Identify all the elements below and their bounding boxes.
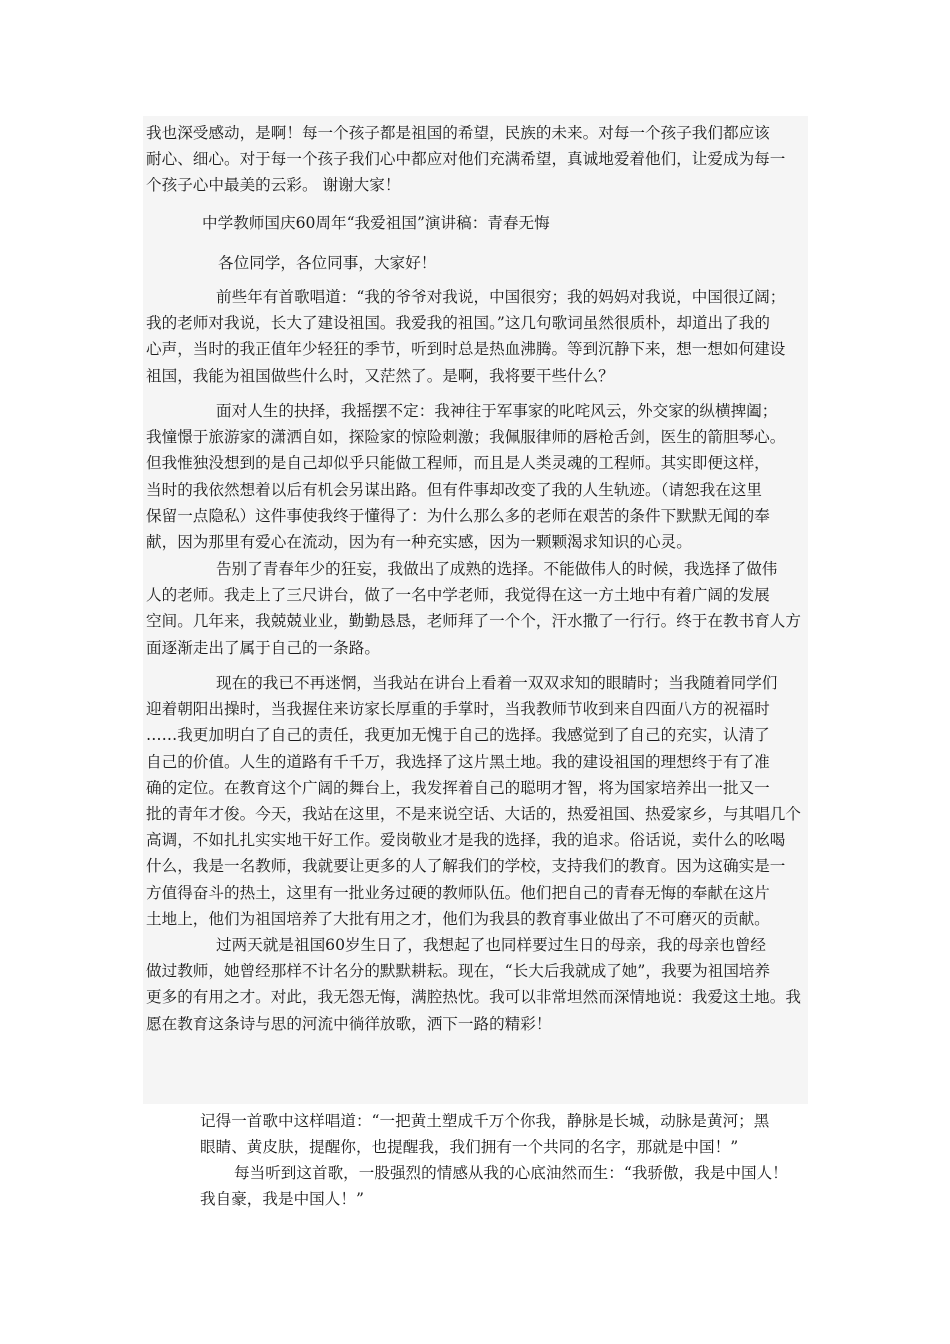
text-line: 方值得奋斗的热土，这里有一批业务过硬的教师队伍。他们把自己的青春无悔的奉献在这片 (146, 883, 770, 902)
text-line: 我憧憬于旅游家的潇洒自如，探险家的惊险刺激；我佩服律师的唇枪舌剑，医生的箭胆琴心。 (146, 428, 786, 447)
text-line: 个孩子心中最美的云彩。 谢谢大家！ (146, 176, 401, 195)
text-line: 前些年有首歌唱道：“我的爷爷对我说，中国很穷；我的妈妈对我说，中国很辽阔； (216, 288, 786, 306)
paragraph-4 (146, 670, 806, 932)
text-line: 我自豪，我是中国人！” (200, 1190, 364, 1209)
paragraph-2 (146, 398, 806, 555)
text-line: 愿在教育这条诗与思的河流中徜徉放歌，洒下一路的精彩！ (146, 1014, 552, 1033)
text-line: 告别了青春年少的狂妄，我做出了成熟的选择。不能做伟人的时候，我选择了做伟 (216, 560, 778, 578)
text-line: 我也深受感动，是啊！每一个孩子都是祖国的希望，民族的未来。对每一个孩子我们都应该 (146, 124, 770, 142)
text-line: 保留一点隐私）这件事使我终于懂得了：为什么那么多的老师在艰苦的条件下默默无闻的奉 (146, 506, 770, 525)
text-line: 空间。几年来，我兢兢业业，勤勤恳恳，老师拜了一个个，汗水撒了一行行。终于在教书育人方 (146, 612, 801, 631)
paragraph-7 (200, 1160, 830, 1212)
text-line: 自己的价值。人生的道路有千千万，我选择了这片黑土地。我的建设祖国的理想终于有了准 (146, 752, 770, 771)
text-line: 祖国，我能为祖国做些什么时，又茫然了。是啊，我将要干些什么？ (146, 366, 614, 385)
text-line: 献，因为那里有爱心在流动，因为有一种充实感，因为一颗颗渴求知识的心灵。 (146, 533, 692, 552)
intro-paragraph (146, 120, 806, 199)
speech-title: 中学教师国庆60周年“我爱祖国”演讲稿：青春无悔 (202, 214, 550, 232)
text-line: ……我更加明白了自己的责任，我更加无愧于自己的选择。我感觉到了自己的充实，认清了 (146, 726, 770, 745)
text-line: 当时的我依然想着以后有机会另谋出路。但有件事却改变了我的人生轨迹。（请恕我在这里 (146, 480, 762, 499)
text-line: 做过教师，她曾经那样不计名分的默默耕耘。现在，“长大后我就成了她”，我要为祖国培养 (146, 962, 771, 981)
greeting: 各位同学，各位同事，大家好！ (218, 254, 437, 272)
text-line: 我的老师对我说，长大了建设祖国。我爱我的祖国。”这几句歌词虽然很质朴，却道出了我的 (146, 314, 770, 333)
text-line: 面对人生的抉择，我摇摆不定：我神往于军事家的叱咤风云，外交家的纵横捭阖； (216, 402, 778, 420)
paragraph-1 (146, 284, 806, 389)
text-line: 更多的有用之才。对此，我无怨无悔，满腔热忱。我可以非常坦然而深情地说：我爱这土地。我 (146, 988, 801, 1007)
paragraph-5 (146, 932, 806, 1037)
paragraph-3 (146, 556, 806, 661)
text-line: 现在的我已不再迷惘，当我站在讲台上看着一双双求知的眼睛时；当我随着同学们 (216, 674, 778, 692)
text-line: 耐心、细心。对于每一个孩子我们心中都应对他们充满希望，真诚地爱着他们，让爱成为每一 (146, 150, 786, 169)
text-line: 每当听到这首歌，一股强烈的情感从我的心底油然而生：“我骄傲，我是中国人！ (234, 1164, 788, 1182)
text-line: 但我惟独没想到的是自己却似乎只能做工程师，而且是人类灵魂的工程师。其实即便这样， (146, 454, 770, 473)
text-line: 确的定位。在教育这个广阔的舞台上，我发挥着自己的聪明才智，将为国家培养出一批又一 (146, 778, 770, 797)
text-line: 面逐渐走出了属于自己的一条路。 (146, 638, 380, 657)
text-line: 记得一首歌中这样唱道：“一把黄土塑成千万个你我，静脉是长城，动脉是黄河；黑 (200, 1112, 770, 1130)
paragraph-6 (200, 1108, 830, 1160)
text-line: 迎着朝阳出操时，当我握住来访家长厚重的手掌时，当我教师节收到来自四面八方的祝福时 (146, 700, 770, 719)
text-line: 心声，当时的我正值年少轻狂的季节，听到时总是热血沸腾。等到沉静下来，想一想如何建设 (146, 340, 786, 359)
text-line: 批的青年才俊。今天，我站在这里，不是来说空话、大话的，热爱祖国、热爱家乡，与其唱几个 (146, 805, 801, 824)
text-line: 土地上，他们为祖国培养了大批有用之才，他们为我县的教育事业做出了不可磨灭的贡献。 (146, 909, 770, 928)
text-line: 高调，不如扎扎实实地干好工作。爱岗敬业才是我的选择，我的追求。俗话说，卖什么的吆喝 (146, 831, 786, 850)
text-line: 过两天就是祖国60岁生日了，我想起了也同样要过生日的母亲，我的母亲也曾经 (216, 936, 767, 954)
text-line: 人的老师。我走上了三尺讲台，做了一名中学老师，我觉得在这一方土地中有着广阔的发展 (146, 586, 770, 605)
text-line: 什么，我是一名教师，我就要让更多的人了解我们的学校，支持我们的教育。因为这确实是一 (146, 857, 786, 876)
text-line: 眼睛、黄皮肤，提醒你，也提醒我，我们拥有一个共同的名字，那就是中国！” (200, 1138, 739, 1157)
